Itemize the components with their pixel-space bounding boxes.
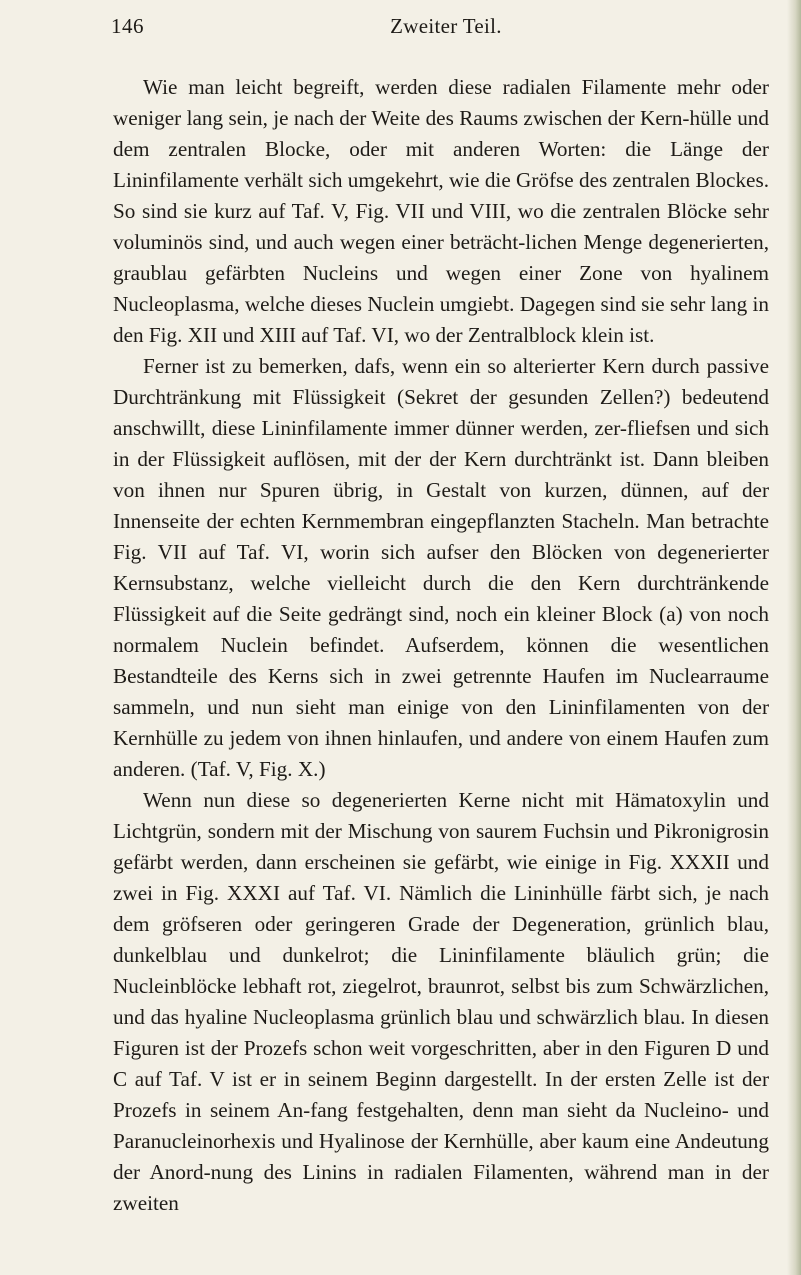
body-text (113, 72, 769, 1219)
paragraph-3: Wenn nun diese so degenerierten Kerne nicht mit Hämatoxylin und Lichtgrün, sondern mit der Mischung von saurem Fuchsin und Pikronigrosin gefärbt werden, dann erscheinen sie gefärbt, wie einige in Fig. XXXII und zwei in Fig. XXXI auf Taf. VI. Nämlich die Lininhülle färbt sich, je nach dem gröfseren oder geringeren Grade der Degeneration, grünlich blau, dunkelblau und dunkelrot; die Lininfilamente bläulich grün; die Nucleinblöcke lebhaft rot, ziegelrot, braunrot, selbst bis zum Schwärzlichen, und das hyaline Nucleoplasma grünlich blau und schwärzlich blau. In diesen Figuren ist der Prozefs schon weit vorgeschritten, aber in den Figuren D und C auf Taf. V ist er in seinem Beginn dargestellt. In der ersten Zelle ist der Prozefs in seinem An-fang festgehalten, denn man sieht da Nucleino- und Paranucleinorhexis und Hyalinose der Kernhülle, aber kaum eine Andeutung der Anord-nung des Linins in radialen Filamenten, während man in der zweiten (113, 788, 769, 1215)
paragraph-1: Wie man leicht begreift, werden diese radialen Filamente mehr oder weniger lang sein, je nach der Weite des Raums zwischen der Kern-hülle und dem zentralen Blocke, oder mit anderen Worten: die Länge der Lininfilamente verhält sich umgekehrt, wie die Gröfse des zentralen Blockes. So sind sie kurz auf Taf. V, Fig. VII und VIII, wo die zentralen Blöcke sehr voluminös sind, und auch wegen einer beträcht-lichen Menge degenerierten, graublau gefärbten Nucleins und wegen einer Zone von hyalinem Nucleoplasma, welche dieses Nuclein umgiebt. Dagegen sind sie sehr lang in den Fig. XII und XIII auf Taf. VI, wo der Zentralblock klein ist. (113, 75, 769, 347)
paragraph-2: Ferner ist zu bemerken, dafs, wenn ein so alterierter Kern durch passive Durchtränkung mit Flüssigkeit (Sekret der gesunden Zellen?) bedeutend anschwillt, diese Lininfilamente immer dünner werden, zer-fliefsen und sich in der Flüssigkeit auflösen, mit der der Kern durchtränkt ist. Dann bleiben von ihnen nur Spuren übrig, in Gestalt von kurzen, dünnen, auf der Innenseite der echten Kernmembran eingepflanzten Stacheln. Man betrachte Fig. VII auf Taf. VI, worin sich aufser den Blöcken von degenerierter Kernsubstanz, welche vielleicht durch die den Kern durchtränkende Flüssigkeit auf die Seite gedrängt sind, noch ein kleiner Block (a) von noch normalem Nuclein befindet. Aufserdem, können die wesentlichen Bestandteile des Kerns sich in zwei getrennte Haufen im Nuclearraume sammeln, und nun sieht man einige von den Lininfilamenten von der Kernhülle zu jedem von ihnen hinlaufen, und andere von einem Haufen zum anderen. (Taf. V, Fig. X.) (113, 354, 769, 781)
page-header (111, 14, 781, 44)
running-title: Zweiter Teil. (390, 14, 502, 38)
page-edge-shadow (787, 0, 801, 1275)
page-number: 146 (111, 14, 144, 38)
